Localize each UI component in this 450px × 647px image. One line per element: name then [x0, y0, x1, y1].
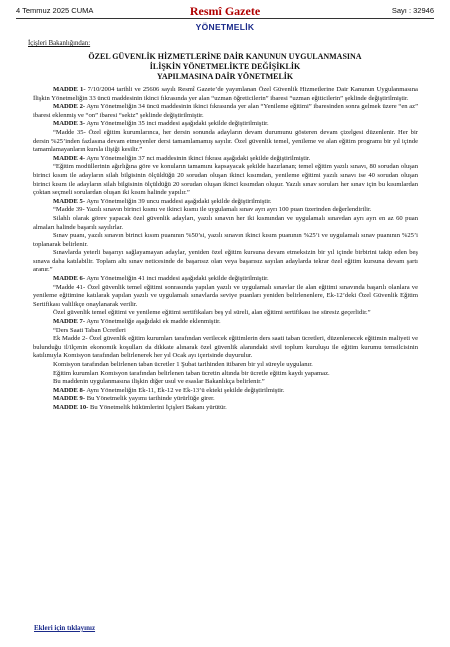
- article-label: MADDE 10-: [53, 403, 89, 411]
- title-line: YAPILMASINA DAİR YÖNETMELİK: [156, 72, 294, 81]
- article-label: MADDE 8-: [53, 386, 86, 394]
- ministry-name: İçişleri Bakanlığından:: [28, 40, 91, 47]
- article-text: “Madde 41- Özel güvenlik temel eğitimi sonrasında yapılan yazılı ve uygulamalı sınavlar ile alan eğitimi sınavında başarılı olanlara ve yenileme eğitimine katılarak yapılan yazılı ve uygulamalı sınavlarda seviye puanları yeniden belirlenenlere, Ek-12’deki Özel Güvenlik Eğitim Sertifikası valilikçe onaylanarak verilir.: [33, 283, 418, 308]
- publication-date: 4 Temmuz 2025 CUMA: [16, 6, 94, 15]
- article-paragraph: [33, 284, 418, 310]
- article-text: Aynı Yönetmeliğin 41 inci maddesi aşağıdaki şekilde değiştirilmiştir.: [85, 275, 269, 283]
- article-paragraph: [33, 155, 418, 164]
- article-paragraph: [33, 103, 418, 120]
- article-text: “Eğitim modüllerinin ağırlığına göre ve konuların tamamını kapsayacak şekilde hazırlanan; temel eğitim yazılı sınavı, 80 sorudan oluşan birinci kısım ile adayların silah bilgisinin ölçüldüğü 20 sorudan oluşan ikinci kısımdan, yenileme eğitimi yazılı sınavı ise 40 sorudan oluşan birinci kısım ile adayların silah bilgisinin ölçüldüğü 20 sorudan oluşan ikinci kısımdan oluşur. Yazılı sınav soruları her sınav için bu kısımlardan çoktan seçmeli sorulardan oluşan iki kısım halinde yapılır.”: [33, 163, 418, 197]
- article-paragraph: [33, 387, 418, 396]
- title-line: ÖZEL GÜVENLİK HİZMETLERİNE DAİR KANUNUN UYGULANMASINA: [88, 52, 362, 61]
- article-text: Sınavlarda yeterli başarıyı sağlayamayan adaylar, yeniden özel eğitim kursuna devam etmeksizin bir yıl içinde birbirini takip eden beş sınava daha katılabilir. Toplam altı sınav neticesinde de başarısız olan veya başarısız sayılan adaylarda tekrar özel eğitim kursuna devam şartı aranır.”: [33, 249, 418, 274]
- article-paragraph: [33, 370, 418, 379]
- article-paragraph: [33, 198, 418, 207]
- article-label: MADDE 4-: [53, 154, 86, 162]
- article-label: MADDE 9-: [53, 395, 86, 403]
- article-text: “Madde 39- Yazılı sınavın birinci kısmı ve ikinci kısmı ile uygulamalı sınav ayrı ayrı 100 puan üzerinden değerlendirilir.: [53, 206, 372, 214]
- article-text: “Ders Saati Taban Ücretleri: [53, 326, 126, 334]
- article-text: Bu Yönetmelik hükümlerini İçişleri Bakanı yürütür.: [88, 403, 227, 411]
- article-paragraph: [33, 163, 418, 197]
- article-paragraph: [33, 232, 418, 249]
- article-label: MADDE 6-: [53, 275, 86, 283]
- article-label: MADDE 2-: [53, 103, 86, 111]
- article-paragraph: [33, 86, 418, 103]
- title-line: İLİŞKİN YÖNETMELİKTE DEĞİŞİKLİK: [149, 62, 301, 71]
- article-label: MADDE 7-: [53, 318, 86, 326]
- article-text: Bu Yönetmelik yayımı tarihinde yürürlüğe girer.: [85, 395, 215, 403]
- article-text: 7/10/2004 tarihli ve 25606 sayılı Resmî Gazete’de yayımlanan Özel Güvenlik Hizmetlerine Dair Kanunun Uygulanmasına İlişkin Yönetmeliğin 33 üncü maddesinin ikinci fıkrasında yer alan “uzman öğreticilerin” ibaresi “uzman eğiticilerin” şeklinde değiştirilmiştir.: [33, 86, 418, 102]
- article-text: Aynı Yönetmeliğin Ek-11, Ek-12 ve Ek-13’ü ekteki şekilde değiştirilmiştir.: [85, 386, 285, 394]
- article-paragraph: [33, 249, 418, 275]
- article-paragraph: [33, 318, 418, 327]
- article-paragraph: [33, 404, 418, 413]
- article-text: Aynı Yönetmeliğin 34 üncü maddesinin ikinci fıkrasında yer alan “Yenileme eğitimi” ibaresinden sonra gelmek üzere “en az” ibaresi eklenmiş ve “on” ibaresi “sekiz” şeklinde değiştirilmiştir.: [33, 103, 418, 119]
- article-paragraph: [33, 378, 418, 387]
- article-text: Bu maddenin uygulanmasına ilişkin diğer usul ve esaslar Bakanlıkça belirlenir.”: [53, 378, 265, 386]
- article-text: Özel güvenlik temel eğitimi ve yenileme eğitimi sertifikaları beş yıl süreli, alan eğitimi sertifikası ise süresiz geçerlidir.”: [53, 309, 371, 317]
- gazette-name: Resmî Gazete: [189, 4, 261, 18]
- section-title: YÖNETMELİK: [195, 22, 255, 32]
- article-text: Silahlı olarak görev yapacak özel güvenlik adayları, yazılı sınavın her iki kısmından ve uygulamalı sınavdan ayrı ayrı en az 60 puan almaları halinde başarılı sayılırlar.: [33, 214, 418, 231]
- gazette-header: [16, 4, 434, 18]
- annexes-link[interactable]: Ekleri için tıklayınız: [34, 624, 96, 632]
- header-divider: [16, 18, 434, 19]
- article-paragraph: [33, 206, 418, 215]
- article-label: MADDE 1-: [53, 86, 86, 93]
- issue-number: Sayı : 32946: [391, 6, 434, 15]
- article-text: Komisyon tarafından belirlenen taban ücretler 1 Şubat tarihinden itibaren bir yıl süreyle uygulanır.: [53, 361, 313, 368]
- article-text: Eğitim kurumları Komisyon tarafından belirlenen taban ücretin altında bir ücretle eğitim kaydı yapamaz.: [53, 369, 330, 377]
- article-text: Aynı Yönetmeliğin 37 nci maddesinin ikinci fıkrası aşağıdaki şekilde değiştirilmiştir.: [85, 154, 311, 162]
- article-paragraph: [33, 120, 418, 129]
- article-paragraph: [33, 215, 418, 232]
- article-label: MADDE 5-: [53, 197, 86, 205]
- article-paragraph: [33, 335, 418, 361]
- article-paragraph: [33, 327, 418, 336]
- article-text: Sınav puanı, yazılı sınavın birinci kısım puanının %50’si, yazılı sınavın ikinci kısım puanının %25’i ve uygulamalı sınav puanının %25’i toplanarak belirlenir.: [33, 232, 418, 248]
- article-paragraph: [33, 361, 418, 370]
- article-text: Ek Madde 2- Özel güvenlik eğitim kurumları tarafından verilecek eğitimlerin ders saati taban ücretleri, düzenlenecek eğitimin maliyeti ve bulunduğu il/ilçenin ekonomik koşulları da dikkate alınarak özel güvenlik alanındaki sivil toplum kuruluşu ile eğitim kurumu temsilcisinin katılımıyla Komisyon tarafından belirlenerek her yıl Ocak ayı içerisinde duyurulur.: [33, 335, 418, 360]
- article-text: Aynı Yönetmeliğin 39 uncu maddesi aşağıdaki şekilde değiştirilmiştir.: [85, 197, 272, 205]
- article-paragraph: [33, 129, 418, 155]
- article-paragraph: [33, 275, 418, 284]
- article-label: MADDE 3-: [53, 120, 86, 128]
- article-text: Aynı Yönetmeliğin 35 inci maddesi aşağıdaki şekilde değiştirilmiştir.: [85, 120, 269, 128]
- regulation-title: [20, 52, 430, 82]
- article-paragraph: [33, 309, 418, 318]
- article-paragraph: [33, 395, 418, 404]
- regulation-body: [33, 86, 418, 413]
- article-text: Aynı Yönetmeliğe aşağıdaki ek madde eklenmiştir.: [85, 318, 221, 326]
- article-text: “Madde 35- Özel eğitim kurumlarınca, her dersin sonunda adayların devam durumunu gösteren devam çizelgesi düzenlenir. Her bir dersin %25’inden fazlasına devam etmeyenler dersi tamamlamamış sayılır. Özel güvenlik temel, yenileme ve alan eğitim programı bir yıl içinde tamamlamayanların kursla ilişiği kesilir.”: [33, 128, 418, 154]
